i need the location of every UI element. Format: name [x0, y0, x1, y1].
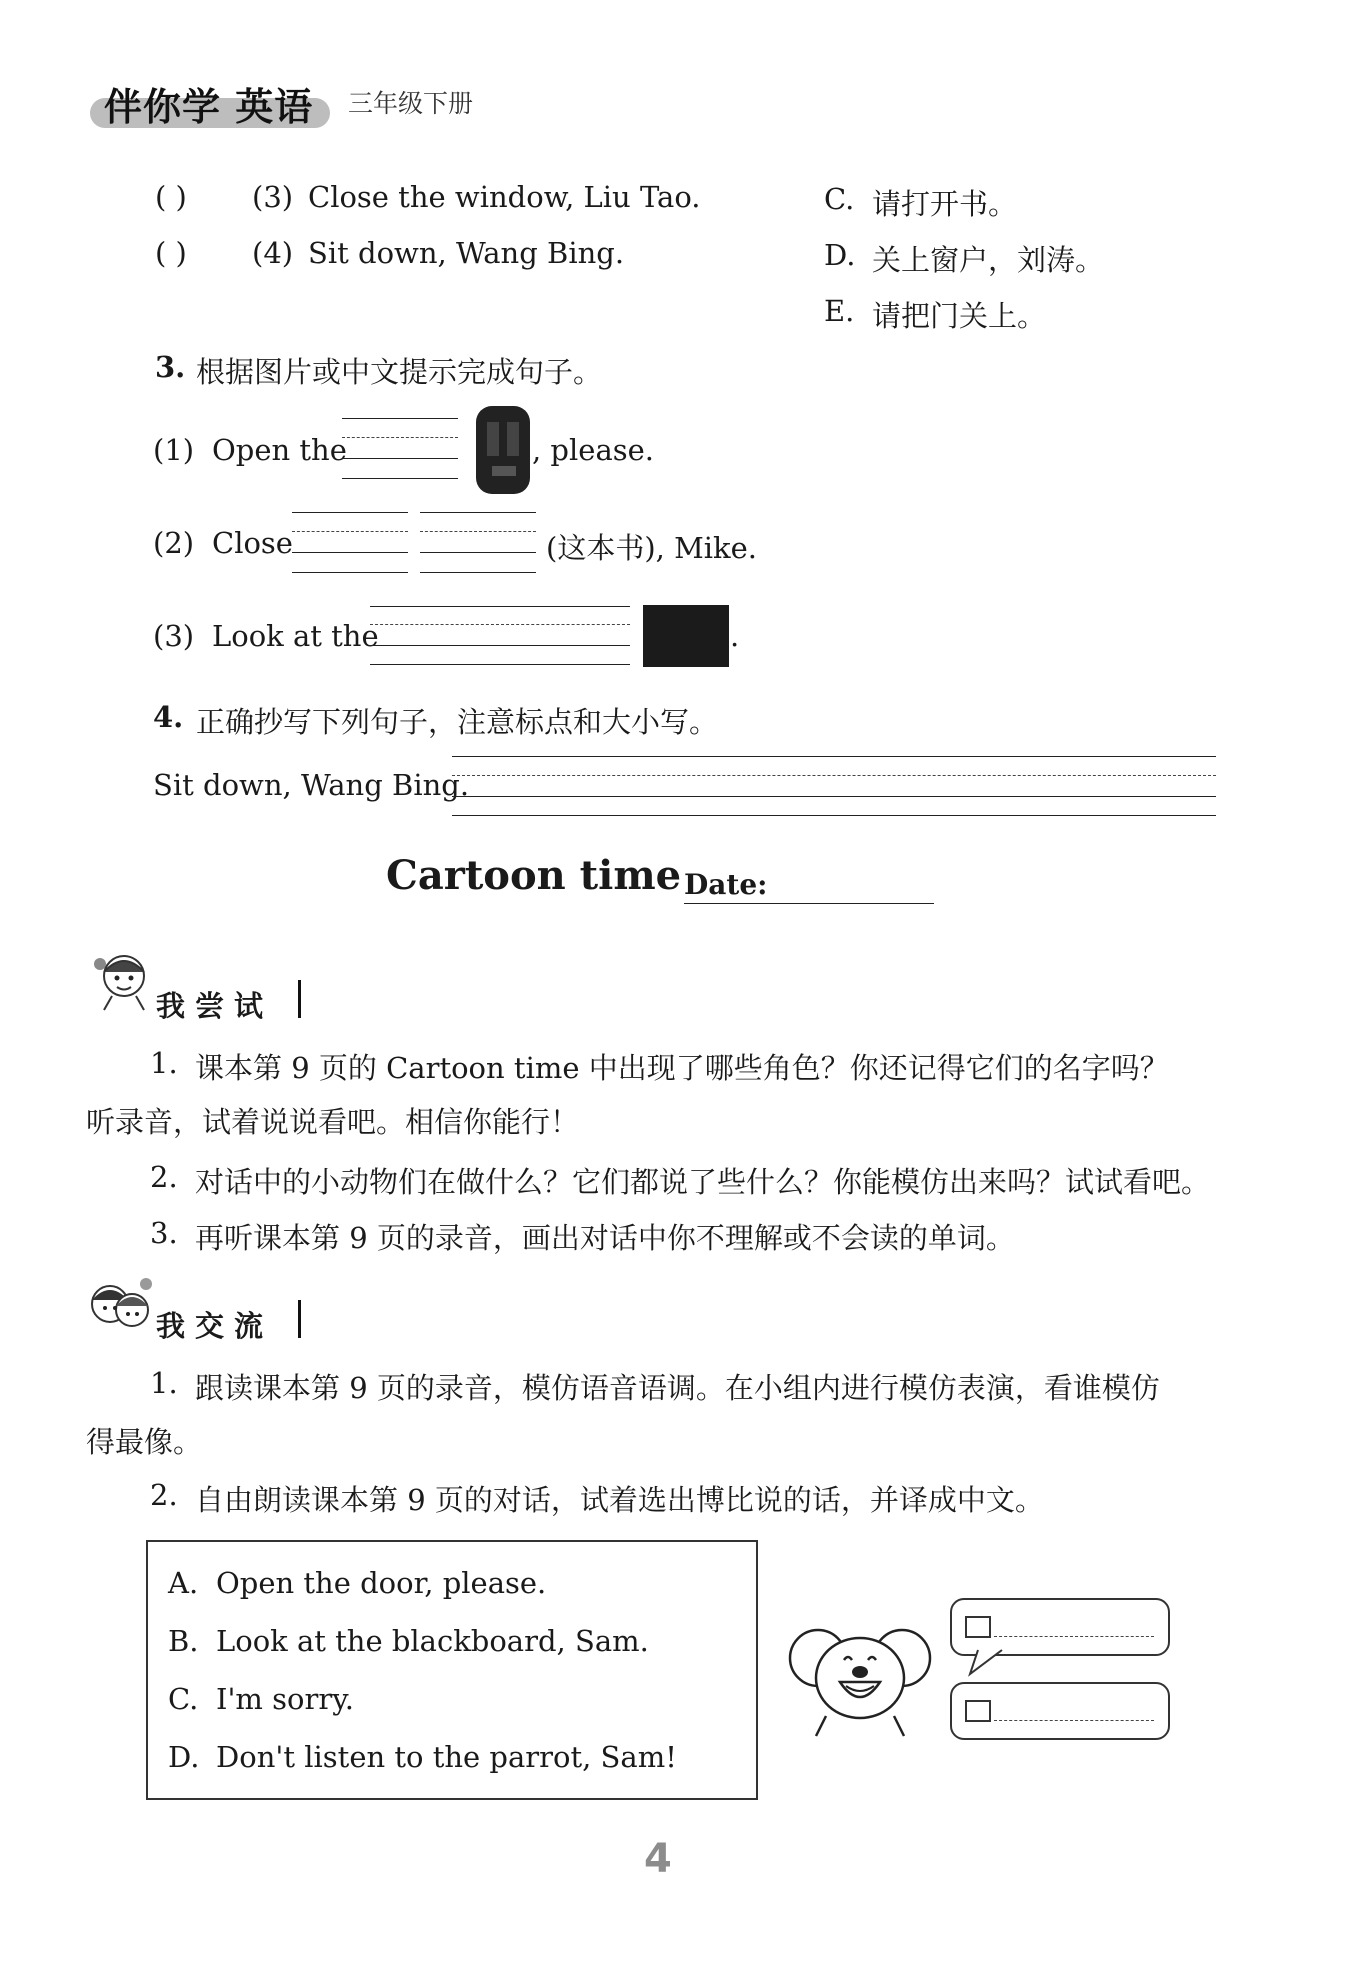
try-item1-number: 1.	[150, 1046, 178, 1080]
cartoon-time-title: Cartoon time	[386, 852, 682, 899]
try-item3-number: 3.	[150, 1216, 178, 1250]
bubble-answer-line-1[interactable]	[994, 1636, 1154, 1637]
exercise3-heading: 根据图片或中文提示完成句子。	[196, 355, 603, 389]
writing-line-base[interactable]	[292, 552, 408, 553]
option-text-c: 请打开书。	[872, 187, 1018, 221]
ex3-item2-number: (2)	[153, 526, 195, 560]
option-letter-d: D.	[824, 238, 856, 272]
ex3-item2-prefix: Close	[212, 526, 293, 560]
exchange-item1-number: 1.	[150, 1366, 178, 1400]
writing-line-mid	[370, 624, 630, 625]
girl-mascot-icon	[86, 944, 158, 1016]
try-section-label: 我尝试	[156, 989, 274, 1023]
writing-line-top	[342, 418, 458, 419]
date-label: Date:	[684, 868, 768, 901]
choice-text-d: Don't listen to the parrot, Sam!	[216, 1740, 677, 1774]
ex3-item3-suffix: .	[730, 619, 740, 653]
answer-paren-4[interactable]: ( )	[155, 236, 187, 270]
item-text-4: Sit down, Wang Bing.	[308, 236, 625, 270]
bubble-answer-line-2[interactable]	[994, 1720, 1154, 1721]
date-line[interactable]	[684, 903, 934, 904]
writing-line-base[interactable]	[370, 645, 630, 646]
option-letter-c: C.	[824, 182, 855, 216]
choice-letter-b: B.	[168, 1624, 199, 1658]
option-letter-e: E.	[824, 294, 855, 328]
exchange-section-label: 我交流	[156, 1309, 274, 1343]
choice-text-c: I'm sorry.	[216, 1682, 354, 1716]
option-text-d: 关上窗户，刘涛。	[872, 243, 1105, 277]
book-title: 伴你学 英语	[104, 85, 314, 129]
exchange-item1-text: 跟读课本第 9 页的录音，模仿语音语调。在小组内进行模仿表演，看谁模仿	[195, 1371, 1160, 1405]
kids-mascot-icon	[84, 1270, 156, 1342]
page-number: 4	[644, 1836, 672, 1882]
copy-line-mid	[452, 775, 1216, 776]
item-text-3: Close the window, Liu Tao.	[308, 180, 701, 214]
option-text-e: 请把门关上。	[872, 299, 1047, 333]
answer-paren-3[interactable]: ( )	[155, 180, 187, 214]
choice-letter-c: C.	[168, 1682, 199, 1716]
mouse-character-icon	[786, 1620, 936, 1740]
exchange-item2-number: 2.	[150, 1478, 178, 1512]
answer-checkbox-2[interactable]	[965, 1700, 991, 1722]
writing-line-top	[420, 512, 536, 513]
ex3-item1-number: (1)	[153, 433, 195, 467]
writing-line-bottom	[342, 478, 458, 479]
door-picture	[474, 404, 532, 496]
choice-text-a: Open the door, please.	[216, 1566, 547, 1600]
writing-line-mid	[342, 437, 458, 438]
ex3-item3-prefix: Look at the	[212, 619, 379, 653]
try-item2-number: 2.	[150, 1160, 178, 1194]
choice-letter-a: A.	[168, 1566, 199, 1600]
choice-letter-d: D.	[168, 1740, 200, 1774]
copy-sentence: Sit down, Wang Bing.	[153, 768, 470, 802]
book-subtitle: 三年级下册	[348, 89, 474, 118]
choice-text-b: Look at the blackboard, Sam.	[216, 1624, 649, 1658]
copy-line-base[interactable]	[452, 796, 1216, 797]
copy-line-top	[452, 756, 1216, 757]
ex3-item3-number: (3)	[153, 619, 195, 653]
exchange-item2-text: 自由朗读课本第 9 页的对话，试着选出博比说的话，并译成中文。	[195, 1483, 1044, 1517]
writing-line-top	[292, 512, 408, 513]
exercise4-heading: 正确抄写下列句子，注意标点和大小写。	[196, 705, 719, 739]
writing-line-bottom	[420, 572, 536, 573]
try-item2-text: 对话中的小动物们在做什么？它们都说了些什么？你能模仿出来吗？试试看吧。	[195, 1165, 1211, 1199]
try-item3-text: 再听课本第 9 页的录音，画出对话中你不理解或不会读的单词。	[195, 1221, 1015, 1255]
blackboard-picture	[643, 605, 729, 667]
copy-line-bottom	[452, 815, 1216, 816]
exchange-item1-continued: 得最像。	[86, 1425, 203, 1459]
writing-line-bottom	[370, 664, 630, 665]
answer-checkbox-1[interactable]	[965, 1616, 991, 1638]
writing-line-base[interactable]	[342, 458, 458, 459]
try-item1-text: 课本第 9 页的 Cartoon time 中出现了哪些角色？你还记得它们的名字吗？	[195, 1051, 1169, 1085]
exercise4-number: 4.	[153, 700, 184, 734]
ex3-item1-prefix: Open the	[212, 433, 347, 467]
writing-line-top	[370, 606, 630, 607]
writing-line-mid	[420, 531, 536, 532]
section-divider	[298, 980, 301, 1018]
item-number-4: (4)	[252, 236, 294, 270]
writing-line-base[interactable]	[420, 552, 536, 553]
try-item1-continued: 听录音，试着说说看吧。相信你能行！	[86, 1105, 580, 1139]
ex3-item2-suffix: (这本书), Mike.	[546, 531, 757, 565]
exercise3-number: 3.	[155, 350, 186, 384]
bubble-tail-icon	[968, 1648, 1028, 1678]
writing-line-bottom	[292, 572, 408, 573]
section-divider	[298, 1300, 301, 1338]
writing-line-mid	[292, 531, 408, 532]
ex3-item1-suffix: , please.	[532, 433, 654, 467]
item-number-3: (3)	[252, 180, 294, 214]
